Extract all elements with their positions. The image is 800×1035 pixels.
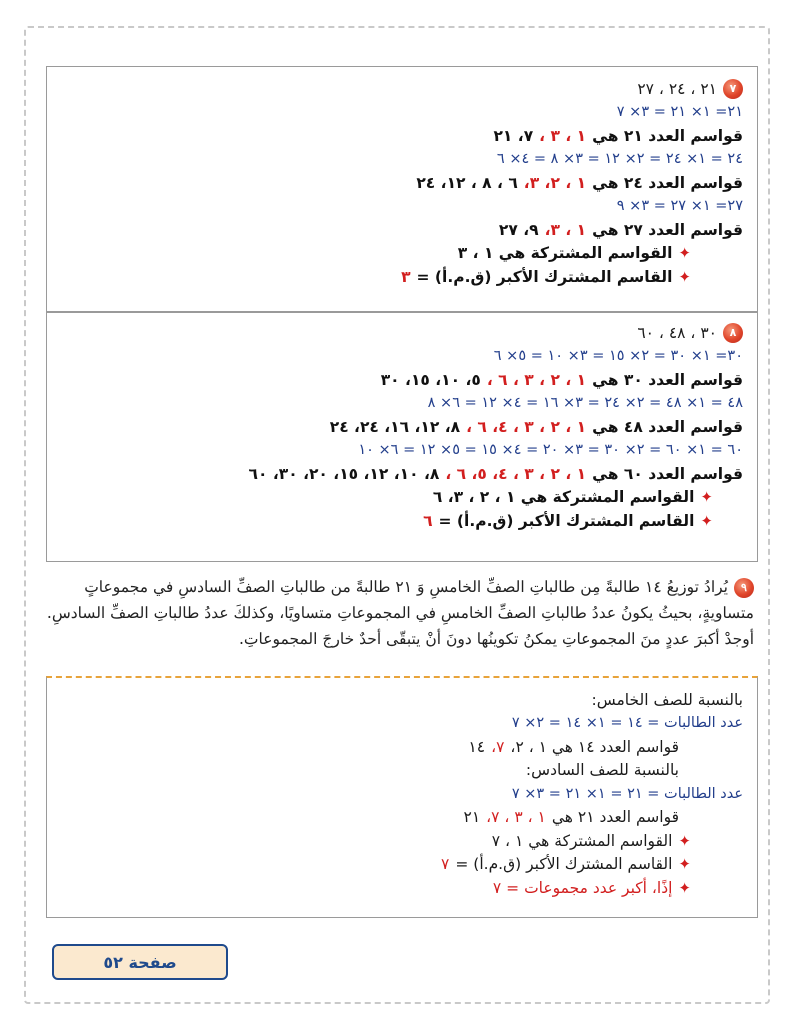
divisors-30-common: ١ ، ٢ ، ٣ ، ٦ ، <box>486 370 587 389</box>
divisors-30-rest: ٥، ١٠، ١٥، ٣٠ <box>380 370 481 389</box>
divisors-60-rest: ٨، ١٠، ١٢، ١٥، ٢٠، ٣٠، ٦٠ <box>248 464 440 483</box>
bullet-icon: ✦ <box>678 267 691 286</box>
divisors-21-grade6 <box>57 806 743 830</box>
final-answer <box>57 876 743 900</box>
gcd-9 <box>57 853 743 877</box>
divisors-27-rest: ٩، ٢٧ <box>498 220 539 239</box>
gcd-7 <box>57 265 743 289</box>
gcd-8-label: القاسم المشترك الأكبر (ق.م.أ) = <box>438 511 695 530</box>
grade-5-heading: بالنسبة للصف الخامس: <box>591 690 743 709</box>
exercise-9-solution-box <box>46 676 758 918</box>
divisors-14-rest: ١٤ <box>468 737 486 756</box>
bullet-icon: ✦ <box>700 488 713 507</box>
divisors-48-common: ١ ، ٢ ، ٣ ، ٤، ٦ ، <box>466 417 587 436</box>
common-divisors-8 <box>57 486 743 510</box>
exercise-7-box <box>46 66 758 312</box>
exercise-8-header <box>57 321 743 345</box>
final-answer-text: إذًا، أكبر عدد مجموعات = ٧ <box>492 878 673 897</box>
factor-pairs-30: ٣٠= ١× ٣٠ = ٢× ١٥ = ٣× ١٠ = ٥× ٦ <box>493 348 743 365</box>
factor-pairs-48: ٤٨ = ١× ٤٨ = ٢× ٢٤ = ٣× ١٦ = ٤× ١٢ = ٦× ٨ <box>427 395 743 412</box>
grade-6-heading: بالنسبة للصف السادس: <box>525 761 679 780</box>
divisors-27 <box>57 218 743 242</box>
grade-6-count: عدد الطالبات = ٢١ = ١× ٢١ = ٣× ٧ <box>511 785 743 802</box>
factor-pairs-24: ٢٤ = ١× ٢٤ = ٢× ١٢ = ٣× ٨ = ٤× ٦ <box>496 151 743 168</box>
divisors-27-common: ١ ، ٣، <box>544 220 587 239</box>
divisors-24-rest: ٦ ، ٨ ، ١٢، ٢٤ <box>416 173 518 192</box>
divisors-21-common: ١ ، ٣ ، <box>539 126 587 145</box>
exercise-7-header <box>57 77 743 101</box>
exercise-number-badge: ٩ <box>734 578 754 598</box>
bullet-icon: ✦ <box>678 244 691 263</box>
divisors-60-label: قواسم العدد ٦٠ هي <box>592 464 743 483</box>
divisors-24-common: ١ ، ٢، ٣، <box>523 173 587 192</box>
bullet-icon: ✦ <box>678 878 691 897</box>
exercise-9-question <box>40 574 754 652</box>
divisors-21-label: قواسم العدد ٢١ هي <box>592 126 743 145</box>
gcd-7-value: ٣ <box>401 267 411 286</box>
common-divisors-7 <box>57 242 743 266</box>
factor-pairs-60: ٦٠ = ١× ٦٠ = ٢× ٣٠ = ٣× ٢٠ = ٤× ١٥ = ٥× ١٢ = ٦× ١٠ <box>358 442 743 459</box>
exercise-8-box <box>46 312 758 562</box>
common-divisors-9-text: القواسم المشتركة هي ١ ، ٧ <box>491 831 673 850</box>
divisors-24-label: قواسم العدد ٢٤ هي <box>592 173 743 192</box>
divisors-24 <box>57 171 743 195</box>
bullet-icon: ✦ <box>700 511 713 530</box>
divisors-14 <box>57 735 743 759</box>
exercise-9-text: يُرادُ توزيعُ ١٤ طالبةً مِن طالباتِ الصفِّ الخامسِ وَ ٢١ طالبةً من طالباتِ الصفِّ السادسِ في مجموعاتٍ متساويةٍ، بحيثُ يكونُ عددُ طالباتِ الصفِّ الخامسِ في المجموعاتِ متساويًا، وكذلكَ عددُ طالباتِ الصفِّ السادسِ. أوجدْ أكبرَ عددٍ منَ المجموعاتِ يمكنُ تكوينُها دونَ أنْ يتبقّى أحدٌ خارجَ المجموعاتِ. <box>46 578 754 648</box>
exercise-7-numbers: ٢١ ، ٢٤ ، ٢٧ <box>637 79 717 98</box>
divisors-14-common: ٧، <box>491 737 505 756</box>
exercise-number-badge: ٨ <box>723 323 743 343</box>
bullet-icon: ✦ <box>678 831 691 850</box>
common-divisors-8-text: القواسم المشتركة هي ١ ، ٢ ، ٣، ٦ <box>432 488 695 507</box>
exercise-7-content <box>57 77 743 289</box>
gcd-8-value: ٦ <box>423 511 433 530</box>
page-number-button[interactable]: صفحة ٥٢ <box>52 944 228 980</box>
divisors-21-rest: ٧، ٢١ <box>493 126 534 145</box>
factor-pairs-21: ٢١= ١× ٢١ = ٣× ٧ <box>616 104 743 121</box>
common-divisors-7-text: القواسم المشتركة هي ١ ، ٣ <box>457 244 673 263</box>
bullet-icon: ✦ <box>678 855 691 874</box>
divisors-21-grade6-label: قواسم العدد ٢١ هي <box>551 808 679 827</box>
gcd-9-value: ٧ <box>441 855 450 874</box>
divisors-14-label: قواسم العدد ١٤ هي ١ ، ٢، <box>510 737 679 756</box>
exercise-number-badge: ٧ <box>723 79 743 99</box>
exercise-9-solution <box>57 688 743 900</box>
common-divisors-9 <box>57 829 743 853</box>
divisors-21 <box>57 124 743 148</box>
divisors-21-grade6-common: ١ ، ٣ ، ٧، <box>486 808 546 827</box>
divisors-30-label: قواسم العدد ٣٠ هي <box>592 370 743 389</box>
divisors-48-rest: ٨، ١٢، ١٦، ٢٤، ٢٤ <box>329 417 461 436</box>
divisors-60 <box>57 462 743 486</box>
divisors-60-common: ١ ، ٢ ، ٣ ، ٤، ٥، ٦ ، <box>445 464 587 483</box>
divisors-27-label: قواسم العدد ٢٧ هي <box>592 220 743 239</box>
divisors-30 <box>57 368 743 392</box>
exercise-8-content <box>57 321 743 533</box>
divisors-48-label: قواسم العدد ٤٨ هي <box>592 417 743 436</box>
gcd-9-label: القاسم المشترك الأكبر (ق.م.أ) = <box>455 855 673 874</box>
divisors-21-grade6-rest: ٢١ <box>463 808 481 827</box>
gcd-8 <box>57 509 743 533</box>
divisors-48 <box>57 415 743 439</box>
factor-pairs-27: ٢٧= ١× ٢٧ = ٣× ٩ <box>616 198 743 215</box>
grade-5-count: عدد الطالبات = ١٤ = ١× ١٤ = ٢× ٧ <box>511 715 743 732</box>
gcd-7-label: القاسم المشترك الأكبر (ق.م.أ) = <box>416 267 673 286</box>
exercise-8-numbers: ٣٠ ، ٤٨ ، ٦٠ <box>637 323 717 342</box>
